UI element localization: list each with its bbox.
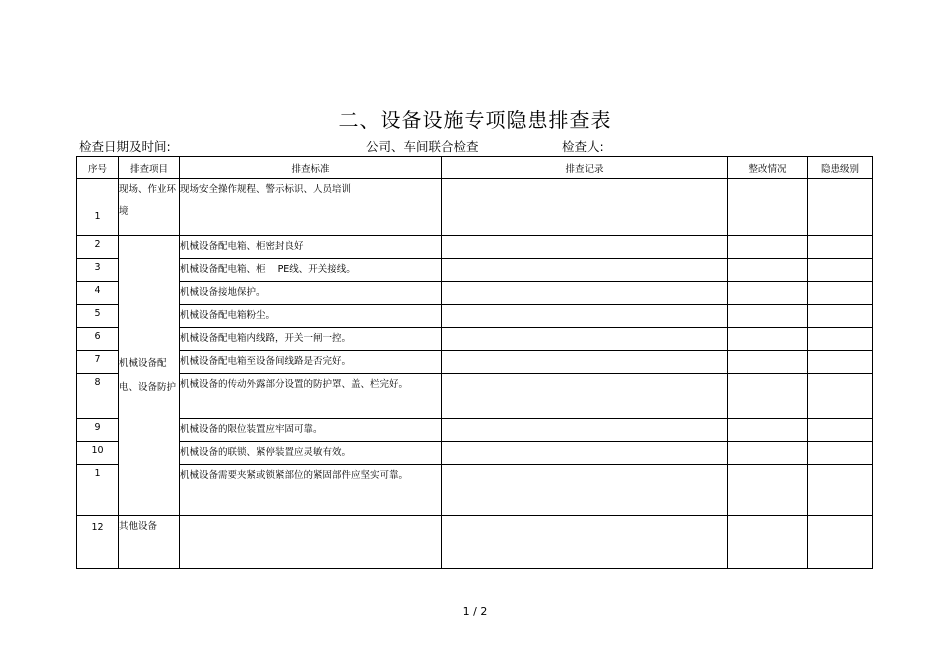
table-row bbox=[77, 328, 873, 351]
record-cell[interactable] bbox=[442, 351, 728, 374]
row-seq: 1 bbox=[77, 465, 119, 516]
row-seq: 10 bbox=[77, 442, 119, 465]
page-title: 二、设备设施专项隐患排查表 bbox=[338, 108, 612, 132]
row-category: 现场、作业环境 bbox=[119, 179, 180, 236]
table-row bbox=[77, 179, 873, 236]
record-cell[interactable] bbox=[442, 259, 728, 282]
row-standard: 机械设备的联锁、紧停装置应灵敏有效。 bbox=[180, 442, 442, 465]
rectification-cell[interactable] bbox=[728, 374, 808, 419]
row-standard: 机械设备的限位装置应牢固可靠。 bbox=[180, 419, 442, 442]
row-seq: 1 bbox=[77, 179, 119, 236]
rectification-cell[interactable] bbox=[728, 305, 808, 328]
row-seq: 4 bbox=[77, 282, 119, 305]
row-standard: 机械设备需要夹紧或锁紧部位的紧固部件应坚实可靠。 bbox=[180, 465, 442, 516]
table-row bbox=[77, 442, 873, 465]
record-cell[interactable] bbox=[442, 419, 728, 442]
row-standard: 机械设备配电箱至设备间线路是否完好。 bbox=[180, 351, 442, 374]
rectification-cell[interactable] bbox=[728, 442, 808, 465]
inspection-table bbox=[76, 156, 873, 569]
row-standard: 机械设备配电箱、柜 PE线、开关接线。 bbox=[180, 259, 442, 282]
hazard-level-cell[interactable] bbox=[808, 442, 873, 465]
record-cell[interactable] bbox=[442, 465, 728, 516]
table-row bbox=[77, 465, 873, 516]
record-cell[interactable] bbox=[442, 282, 728, 305]
page-number: 1 / 2 bbox=[462, 605, 488, 618]
table-row bbox=[77, 236, 873, 259]
rectification-cell[interactable] bbox=[728, 259, 808, 282]
hazard-level-cell[interactable] bbox=[808, 236, 873, 259]
record-cell[interactable] bbox=[442, 442, 728, 465]
inspection-date-label: 检查日期及时间: bbox=[79, 139, 171, 154]
row-seq: 12 bbox=[77, 516, 119, 569]
row-standard: 机械设备接地保护。 bbox=[180, 282, 442, 305]
hazard-level-cell[interactable] bbox=[808, 282, 873, 305]
row-standard: 机械设备配电箱、柜密封良好 bbox=[180, 236, 442, 259]
rectification-cell[interactable] bbox=[728, 516, 808, 569]
rectification-cell[interactable] bbox=[728, 328, 808, 351]
table-row bbox=[77, 419, 873, 442]
hazard-level-cell[interactable] bbox=[808, 419, 873, 442]
row-standard bbox=[180, 516, 442, 569]
rectification-cell[interactable] bbox=[728, 282, 808, 305]
hazard-level-cell[interactable] bbox=[808, 465, 873, 516]
row-standard: 机械设备配电箱内线路，开关一闸一控。 bbox=[180, 328, 442, 351]
record-cell[interactable] bbox=[442, 179, 728, 236]
header-item: 排查项目 bbox=[119, 157, 180, 179]
rectification-cell[interactable] bbox=[728, 465, 808, 516]
header-seq: 序号 bbox=[77, 157, 119, 179]
row-standard: 机械设备的传动外露部分设置的防护罩、盖、栏完好。 bbox=[180, 374, 442, 419]
header-row bbox=[77, 157, 873, 179]
table-row bbox=[77, 282, 873, 305]
inspector-label: 检查人: bbox=[562, 139, 604, 154]
record-cell[interactable] bbox=[442, 374, 728, 419]
record-cell[interactable] bbox=[442, 236, 728, 259]
table-row bbox=[77, 516, 873, 569]
hazard-level-cell[interactable] bbox=[808, 259, 873, 282]
rectification-cell[interactable] bbox=[728, 179, 808, 236]
header-record: 排查记录 bbox=[442, 157, 728, 179]
row-category-group: 机械设备配电、设备防护 bbox=[119, 236, 180, 516]
hazard-level-cell[interactable] bbox=[808, 179, 873, 236]
rectification-cell[interactable] bbox=[728, 351, 808, 374]
hazard-level-cell[interactable] bbox=[808, 328, 873, 351]
hazard-level-cell[interactable] bbox=[808, 351, 873, 374]
inspection-unit: 公司、车间联合检查 bbox=[366, 139, 479, 154]
rectification-cell[interactable] bbox=[728, 419, 808, 442]
row-seq: 2 bbox=[77, 236, 119, 259]
header-hazard-level: 隐患级别 bbox=[808, 157, 873, 179]
header-standard: 排查标准 bbox=[180, 157, 442, 179]
header-rectification: 整改情况 bbox=[728, 157, 808, 179]
table-row bbox=[77, 374, 873, 419]
row-seq: 5 bbox=[77, 305, 119, 328]
rectification-cell[interactable] bbox=[728, 236, 808, 259]
table-row bbox=[77, 305, 873, 328]
row-standard: 现场安全操作规程、警示标识、人员培训 bbox=[180, 179, 442, 236]
row-seq: 9 bbox=[77, 419, 119, 442]
hazard-level-cell[interactable] bbox=[808, 305, 873, 328]
row-seq: 6 bbox=[77, 328, 119, 351]
row-seq: 3 bbox=[77, 259, 119, 282]
row-category: 其他设备 bbox=[119, 516, 180, 569]
row-seq: 7 bbox=[77, 351, 119, 374]
hazard-level-cell[interactable] bbox=[808, 516, 873, 569]
record-cell[interactable] bbox=[442, 305, 728, 328]
row-standard: 机械设备配电箱粉尘。 bbox=[180, 305, 442, 328]
table-row bbox=[77, 351, 873, 374]
hazard-level-cell[interactable] bbox=[808, 374, 873, 419]
row-seq: 8 bbox=[77, 374, 119, 419]
record-cell[interactable] bbox=[442, 516, 728, 569]
table-row bbox=[77, 259, 873, 282]
record-cell[interactable] bbox=[442, 328, 728, 351]
